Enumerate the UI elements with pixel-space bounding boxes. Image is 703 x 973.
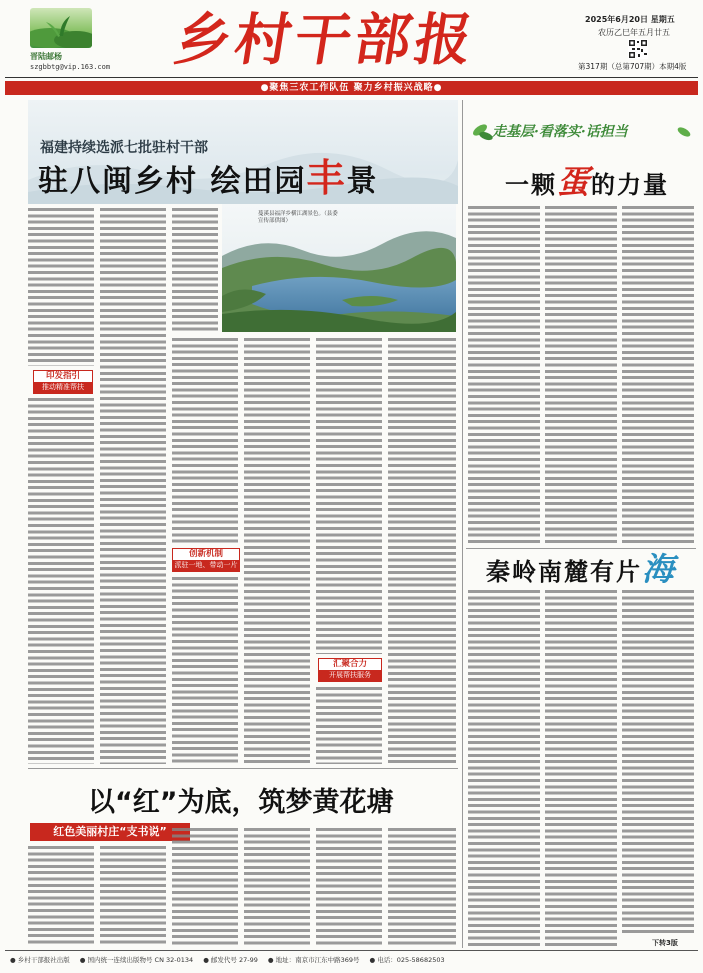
lead-headline-main: 驻八闽乡村 绘田园	[38, 164, 307, 199]
bottom-body-text	[316, 828, 382, 946]
lead-body-text	[172, 338, 238, 544]
feature2-body-text	[545, 590, 617, 946]
slogan-banner: ●聚焦三农工作队伍 聚力乡村振兴战略●	[5, 81, 698, 95]
feature-body-text	[468, 206, 540, 544]
lead-body-text	[28, 208, 94, 366]
section-divider	[466, 548, 696, 549]
bottom-body-text	[28, 846, 94, 946]
masthead-title: 乡村干部报	[169, 7, 481, 73]
continued-note: 下转3版	[652, 939, 678, 947]
feature-title-accent: 蛋	[557, 163, 592, 201]
lead-kicker: 福建持续选派七批驻村干部	[40, 140, 208, 156]
lead-body-text	[172, 577, 238, 764]
footer-item: ● 邮发代号 27-99	[203, 956, 258, 964]
subhead-title: 创新机制	[188, 549, 223, 559]
lead-body-text	[100, 208, 166, 764]
feature-title-start: 一颗	[505, 171, 557, 199]
feature2-body-text	[622, 590, 694, 934]
lead-body-text	[244, 338, 310, 764]
qr-code-icon	[628, 39, 648, 59]
column-header: 走基层·看落实·话担当	[492, 124, 628, 140]
bottom-body-text	[100, 846, 166, 946]
footer-item: ● 地址：南京市江东中路369号	[267, 956, 360, 964]
subhead-subtitle: 推动精准帮扶	[34, 382, 92, 393]
footer	[10, 955, 690, 964]
subhead-subtitle: 开展帮扶服务	[319, 670, 381, 681]
issue-date: 2025年6月20日 星期五	[585, 15, 675, 24]
masthead-divider	[5, 77, 698, 78]
feature-title	[505, 164, 669, 203]
section-divider	[28, 768, 458, 769]
subhead-subtitle: 派驻一地、带动一片	[174, 561, 238, 569]
feature2-title	[486, 552, 676, 589]
bottom-column-tag: 红色美丽村庄“支书说”	[30, 823, 190, 841]
lead-headline	[38, 158, 378, 202]
footer-item: ● 国内统一连续出版物号 CN 32-0134	[79, 956, 194, 964]
feature-body-text	[545, 206, 617, 544]
footer-item: ● 乡村干部报社出版	[10, 956, 70, 964]
lead-headline-end: 景	[346, 164, 379, 199]
lead-body-text	[172, 208, 218, 332]
lead-body-text	[316, 687, 382, 764]
column-divider	[462, 100, 463, 948]
lead-subhead-3	[318, 658, 382, 682]
subhead-title: 汇聚合力	[332, 659, 367, 669]
feature-title-end: 的力量	[591, 171, 670, 199]
photo-caption: 蔓溪县福洋乡横江湖景色。（县委宣传部供图）	[258, 211, 338, 224]
footer-item: ● 电话：025-58682503	[369, 956, 445, 964]
lead-subhead-2	[172, 548, 240, 572]
feature2-title-start: 秦岭南麓有片	[486, 558, 642, 586]
issue-number: 第317期（总第707期）本期4版	[578, 62, 687, 71]
logo-image	[30, 8, 92, 48]
feature2-body-text	[468, 590, 540, 946]
lead-body-text	[388, 338, 456, 764]
logo-label: 晋陆邮杨	[30, 52, 62, 61]
bottom-body-text	[388, 828, 456, 946]
subhead-title: 印发指引	[45, 371, 80, 381]
bottom-body-text	[172, 828, 238, 946]
lead-subhead-1	[33, 370, 93, 394]
feature-body-text	[622, 206, 694, 544]
contact-email: szgbbtg@vip.163.com	[30, 63, 111, 71]
lead-body-text	[28, 398, 94, 764]
bottom-headline: 以“红”为底，筑梦黄花塘	[88, 787, 394, 818]
lunar-date: 农历乙巳年五月廿五	[598, 28, 670, 37]
footer-divider	[5, 950, 698, 951]
lead-headline-accent: 丰	[306, 156, 347, 200]
bottom-body-text	[244, 828, 310, 946]
lead-body-text	[316, 338, 382, 654]
feature2-title-accent: 海	[642, 550, 677, 588]
